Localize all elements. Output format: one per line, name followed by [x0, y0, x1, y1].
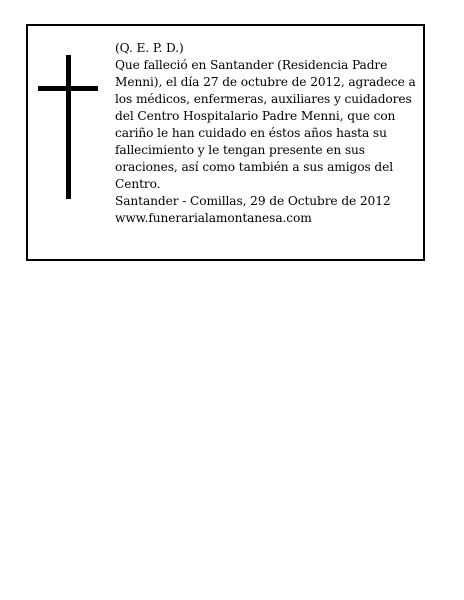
funeral-home-website: www.funerarialamontanesa.com [115, 211, 312, 225]
cross-icon [38, 55, 98, 199]
cross-horizontal-bar [38, 86, 98, 91]
notice-body: Que falleció en Santander (Residencia Padre Menni), el día 27 de octubre de 2012, agradece a los médicos, enfermeras, auxiliares y cuidadores del Centro Hospitalario Padre Menni, que con cariño le han cuidado en éstos años hasta su fallecimiento y le tengan presente en sus oraciones, así como también a sus amigos del Centro. [115, 58, 416, 191]
rip-heading: (Q. E. P. D.) [115, 41, 184, 55]
cross-vertical-bar [66, 55, 71, 199]
notice-text [115, 40, 423, 227]
obituary-notice [26, 24, 425, 261]
place-date: Santander - Comillas, 29 de Octubre de 2012 [115, 194, 391, 208]
